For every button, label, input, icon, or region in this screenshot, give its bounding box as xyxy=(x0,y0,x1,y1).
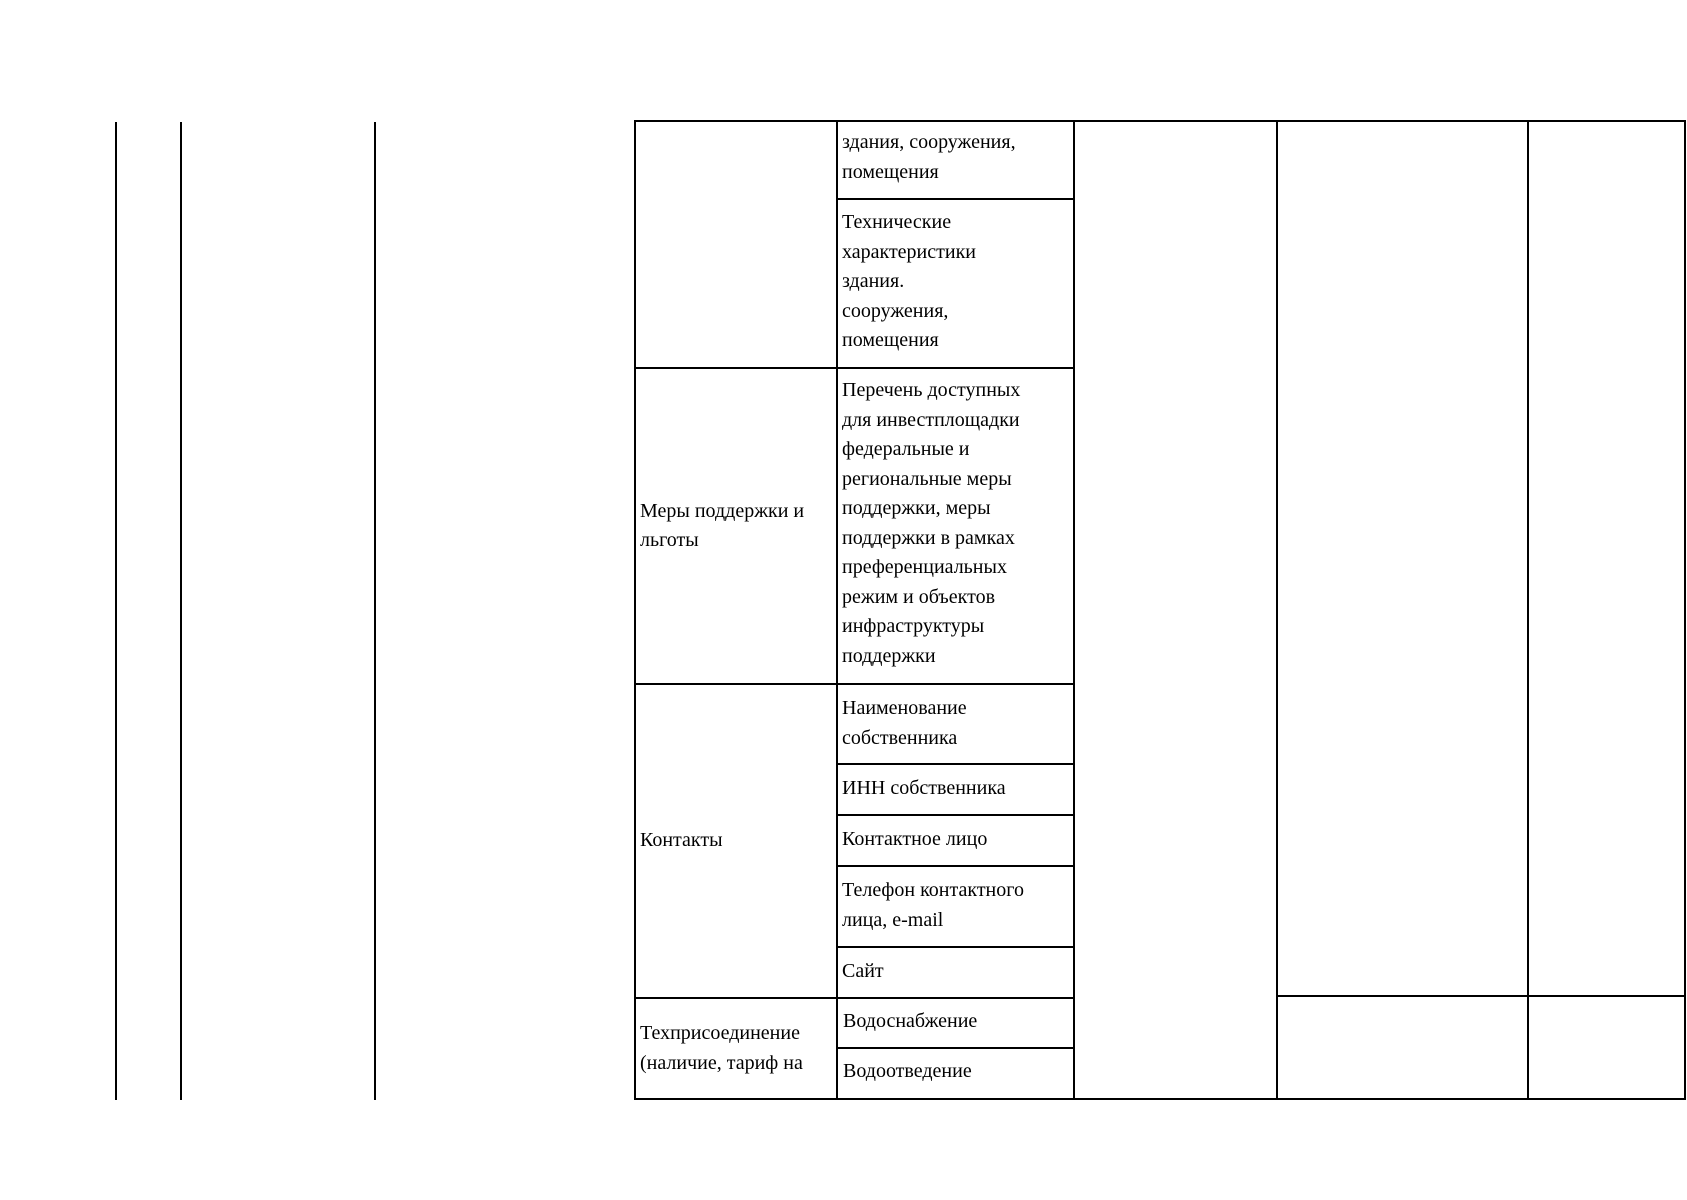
col-border-3 xyxy=(1276,120,1278,1100)
left-page-rule-1 xyxy=(115,122,117,1100)
col-border-0 xyxy=(634,120,636,1100)
col-border-4 xyxy=(1527,120,1529,1100)
item-separator-1 xyxy=(836,198,1074,200)
group-label-support-text: Меры поддержки и льготы xyxy=(640,499,805,551)
group-label-connection-text: Техприсоединение (наличие, тариф на xyxy=(640,1022,803,1074)
col-border-2 xyxy=(1073,120,1075,1100)
item-contact-phone-email: Телефон контактного лица, e-mail xyxy=(842,879,1024,931)
item-separator-3 xyxy=(836,814,1074,816)
item-support-measures: Перечень доступных для инвестплощадки федеральные и региональные меры поддержки, меры поддержки в рамках преференциальных режим и объектов инфраструктуры поддержки xyxy=(842,379,1021,667)
left-page-rule-2 xyxy=(180,122,182,1100)
group-label-connection xyxy=(640,999,834,1098)
group-label-contacts-text: Контакты xyxy=(640,829,723,852)
item-owner-inn: ИНН собственника xyxy=(842,777,1006,799)
group-label-contacts xyxy=(640,685,834,997)
item-website: Сайт xyxy=(842,960,884,982)
item-water-supply: Водоснабжение xyxy=(843,1010,978,1032)
group-label-support xyxy=(640,369,834,683)
item-building-cont: здания, сооружения, помещения xyxy=(842,131,1016,183)
item-contact-person: Контактное лицо xyxy=(842,828,988,850)
right-columns-separator xyxy=(1276,995,1684,997)
item-owner-name: Наименование собственника xyxy=(842,697,967,749)
item-separator-2 xyxy=(836,763,1074,765)
left-page-rule-3 xyxy=(374,122,376,1100)
item-technical-characteristics: Технические характеристики здания. сооружения, помещения xyxy=(842,211,977,351)
item-separator-6 xyxy=(836,1047,1074,1049)
item-separator-5 xyxy=(836,946,1074,948)
item-separator-4 xyxy=(836,865,1074,867)
col-border-5 xyxy=(1684,120,1686,1100)
item-wastewater: Водоотведение xyxy=(843,1060,972,1082)
col-border-1 xyxy=(836,120,838,1100)
